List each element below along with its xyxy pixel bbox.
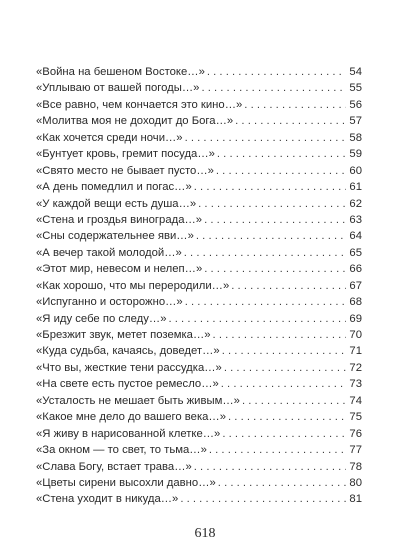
page-number: 618 — [194, 526, 216, 541]
dot-leader — [244, 97, 346, 113]
toc-entry-title: «У каждой вещи есть душа…» — [36, 197, 197, 210]
toc-entry-title: «Какое мне дело до вашего века…» — [36, 411, 227, 424]
dot-leader — [222, 343, 346, 359]
toc-entry-page-number: 56 — [349, 98, 362, 111]
toc-entry-page-number: 80 — [349, 476, 362, 489]
toc-entry-title: «Я иду себе по следу…» — [36, 312, 167, 325]
toc-entry-title: «А день помедлил и погас…» — [36, 181, 192, 194]
toc-entry-page-number: 76 — [349, 427, 362, 440]
dot-leader — [198, 196, 346, 212]
toc-entry-title: «Что вы, жесткие тени рассудка…» — [36, 361, 222, 374]
toc-entry — [36, 376, 362, 392]
toc-entry-title: «Как хорошо, что мы переродили…» — [36, 279, 230, 292]
toc-entry-page-number: 78 — [349, 460, 362, 473]
toc-entry-title: «Стена и гроздья винограда…» — [36, 213, 203, 226]
toc-entry-page-number: 70 — [349, 329, 362, 341]
toc-entry-title: «Брезжит звук, метет поземка…» — [36, 329, 211, 341]
dot-leader — [231, 278, 346, 294]
toc-entry — [36, 163, 362, 179]
toc-entry-page-number: 59 — [349, 148, 362, 161]
dot-leader — [221, 376, 346, 392]
dot-leader — [194, 179, 346, 195]
dot-leader — [224, 360, 346, 376]
toc-entry-title: «Все равно, чем кончается это кино…» — [36, 98, 243, 111]
toc-entry-title: «Война на бешеном Востоке…» — [36, 66, 205, 78]
dot-leader — [185, 294, 346, 310]
toc-entry-title: «Куда судьба, качаясь, доведет…» — [36, 345, 220, 358]
dot-leader — [218, 475, 346, 491]
toc-entry-title: «Слава Богу, встает трава…» — [36, 460, 192, 473]
toc-entry — [36, 393, 362, 409]
toc-entry — [36, 409, 362, 425]
toc-entry-title: «Цветы сирени высохли давно…» — [36, 476, 216, 489]
dot-leader — [216, 163, 346, 179]
toc-entry — [36, 459, 362, 475]
toc-entry-page-number: 81 — [349, 493, 362, 506]
toc-entry-page-number: 77 — [349, 444, 362, 457]
toc-entry-title: «Испуганно и осторожно…» — [36, 296, 183, 309]
toc-entry-page-number: 54 — [349, 66, 362, 78]
toc-entry-title: «А вечер такой молодой…» — [36, 246, 182, 259]
toc-entry-page-number: 55 — [349, 82, 362, 95]
toc-entry-page-number: 63 — [349, 213, 362, 226]
dot-leader — [201, 80, 346, 96]
toc-entry-title: «Этот мир, невесом и нелеп…» — [36, 263, 203, 276]
toc-entry-title: «На свете есть пустое ремесло…» — [36, 378, 219, 391]
toc-entry — [36, 97, 362, 113]
toc-entry-title: «Стена уходит в никуда…» — [36, 493, 179, 506]
toc-entry-page-number: 67 — [349, 279, 362, 292]
toc-entry — [36, 245, 362, 261]
dot-leader — [196, 228, 346, 244]
table-of-contents — [36, 64, 362, 508]
toc-entry-page-number: 64 — [349, 230, 362, 243]
toc-entry-page-number: 72 — [349, 361, 362, 374]
dot-leader — [185, 130, 346, 146]
toc-entry-page-number: 68 — [349, 296, 362, 309]
toc-entry — [36, 146, 362, 162]
toc-entry — [36, 130, 362, 146]
dot-leader — [242, 393, 346, 409]
toc-entry-page-number: 66 — [349, 263, 362, 276]
toc-entry-page-number: 73 — [349, 378, 362, 391]
toc-entry-title: «Усталость не мешает быть живым…» — [36, 394, 240, 407]
toc-entry-page-number: 71 — [349, 345, 362, 358]
toc-entry — [36, 294, 362, 310]
dot-leader — [168, 311, 346, 327]
toc-entry — [36, 228, 362, 244]
toc-entry — [36, 212, 362, 228]
toc-entry — [36, 426, 362, 442]
toc-entry — [36, 327, 362, 343]
toc-entry — [36, 113, 362, 129]
toc-entry-page-number: 61 — [349, 181, 362, 194]
dot-leader — [217, 146, 346, 162]
toc-entry-title: «Молитва моя не доходит до Бога…» — [36, 115, 234, 128]
toc-entry — [36, 261, 362, 277]
toc-entry-page-number: 75 — [349, 411, 362, 424]
dot-leader — [194, 459, 346, 475]
toc-entry-title: «Сны содержательнее яви…» — [36, 230, 194, 243]
dot-leader — [204, 212, 346, 228]
toc-entry — [36, 491, 362, 507]
toc-entry — [36, 442, 362, 458]
toc-entry — [36, 80, 362, 96]
dot-leader — [222, 426, 346, 442]
toc-entry — [36, 196, 362, 212]
toc-entry-title: «Уплываю от вашей погоды…» — [36, 82, 200, 95]
dot-leader — [228, 409, 346, 425]
toc-entry-page-number: 69 — [349, 312, 362, 325]
toc-entry-title: «Бунтует кровь, гремит посуда…» — [36, 148, 215, 161]
toc-entry-page-number: 65 — [349, 246, 362, 259]
toc-entry-page-number: 60 — [349, 164, 362, 177]
dot-leader — [184, 245, 346, 261]
toc-entry-title: «Как хочется среди ночи…» — [36, 131, 183, 144]
toc-entry-title: «Свято место не бывает пусто…» — [36, 164, 214, 177]
toc-entry-page-number: 74 — [349, 394, 362, 407]
dot-leader — [204, 261, 346, 277]
dot-leader — [209, 442, 346, 458]
toc-entry — [36, 278, 362, 294]
dot-leader — [235, 113, 346, 129]
dot-leader — [207, 64, 346, 80]
toc-entry — [36, 360, 362, 376]
toc-entry-title: «За окном — то свет, то тьма…» — [36, 444, 207, 457]
toc-entry — [36, 311, 362, 327]
toc-entry — [36, 475, 362, 491]
toc-entry-page-number: 62 — [349, 197, 362, 210]
toc-entry — [36, 179, 362, 195]
toc-entry-page-number: 58 — [349, 131, 362, 144]
dot-leader — [213, 327, 346, 343]
dot-leader — [180, 491, 346, 507]
toc-entry — [36, 343, 362, 359]
toc-entry-page-number: 57 — [349, 115, 362, 128]
toc-entry — [36, 64, 362, 80]
toc-entry-title: «Я живу в нарисованной клетке…» — [36, 427, 221, 440]
